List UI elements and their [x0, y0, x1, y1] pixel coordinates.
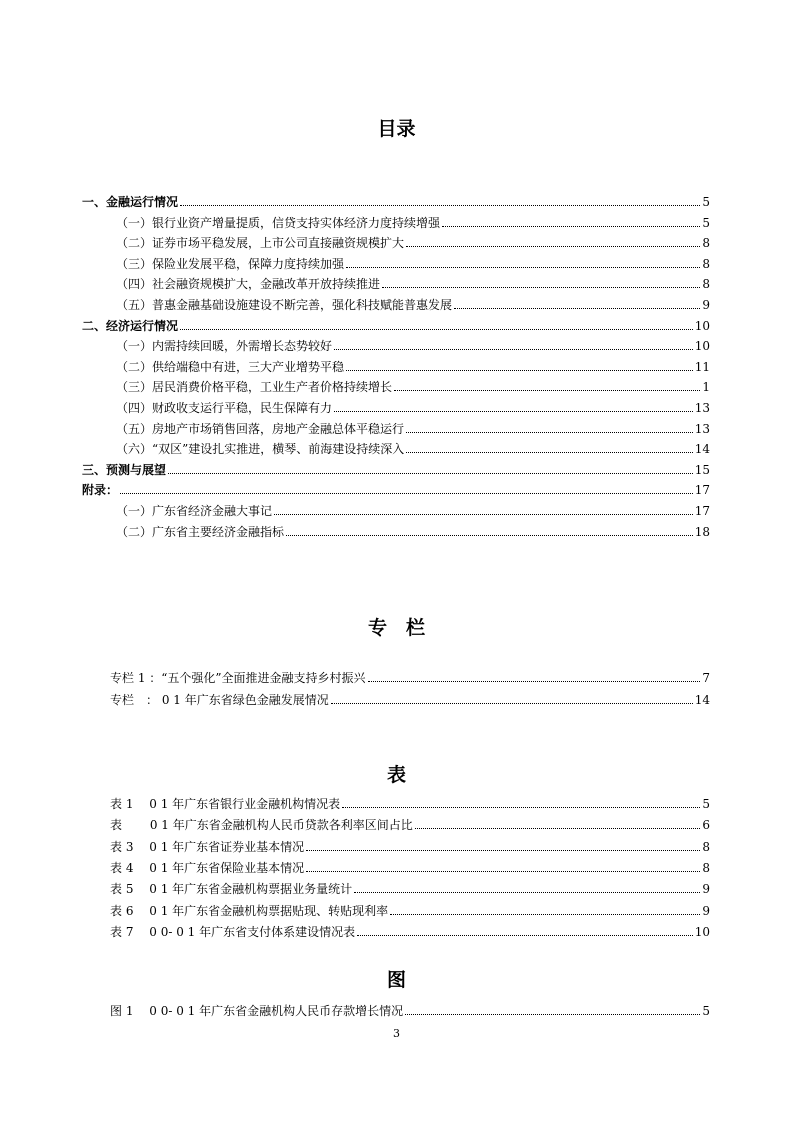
toc-entry[interactable]: [116, 416, 710, 436]
entry-page-number: 5: [702, 215, 710, 230]
tables-entry[interactable]: [110, 791, 710, 811]
entry-title: （三）保险业发展平稳，保障力度持续加强: [116, 256, 345, 271]
dot-leader: [354, 892, 700, 893]
dot-leader: [342, 807, 700, 808]
toc-entry[interactable]: [82, 189, 710, 209]
dot-leader: [368, 681, 701, 682]
toc-heading: 目录: [377, 118, 416, 140]
dot-leader: [406, 432, 693, 433]
toc-entry[interactable]: [82, 313, 710, 333]
toc-entry[interactable]: [116, 292, 710, 312]
entry-title: （二）证券市场平稳发展，上市公司直接融资规模扩大: [116, 236, 405, 251]
entry-title: （四）社会融资规模扩大，金融改革开放持续推进: [116, 277, 381, 292]
page-number: 3: [393, 1027, 400, 1040]
toc-entry[interactable]: [116, 210, 710, 230]
columns-heading: 专 栏: [367, 617, 425, 639]
toc-entry[interactable]: [116, 251, 710, 271]
entry-title: 表 5 0 1 年广东省金融机构票据业务量统计: [110, 882, 353, 897]
figures-heading: 图: [386, 969, 406, 991]
figures-entry[interactable]: [110, 998, 710, 1018]
entry-page-number: 9: [702, 882, 710, 897]
entry-title: 专栏 ： 0 1 年广东省绿色金融发展情况: [110, 693, 329, 707]
dot-leader: [334, 349, 693, 350]
entry-title: （二）广东省主要经济金融指标: [116, 524, 285, 539]
entry-page-number: 8: [702, 839, 710, 854]
entry-page-number: 8: [702, 256, 710, 271]
entry-title: （三）居民消费价格平稳，工业生产者价格持续增长: [116, 380, 393, 395]
toc-entry[interactable]: [116, 333, 710, 353]
toc-entry[interactable]: [116, 519, 710, 539]
entry-page-number: 8: [702, 236, 710, 251]
entry-title: 图 1 0 0- 0 1 年广东省金融机构人民币存款增长情况: [110, 1004, 404, 1018]
toc-entry[interactable]: [116, 374, 710, 394]
entry-title: （二）供给端稳中有进，三大产业增势平稳: [116, 359, 345, 374]
dot-leader: [306, 850, 700, 851]
entry-page-number: 9: [702, 298, 710, 312]
entry-title: （五）普惠金融基础设施建设不断完善，强化科技赋能普惠发展: [116, 298, 453, 312]
entry-page-number: 18: [694, 524, 710, 539]
entry-title: （一）银行业资产增量提质，信贷支持实体经济力度持续增强: [116, 215, 441, 230]
dot-leader: [454, 308, 700, 309]
entry-page-number: 17: [694, 504, 710, 518]
tables-entry[interactable]: [110, 812, 710, 832]
dot-leader: [346, 267, 700, 268]
entry-page-number: 5: [702, 195, 710, 209]
dot-leader: [274, 514, 693, 515]
entry-page-number: 8: [702, 860, 710, 875]
tables-entry[interactable]: [110, 855, 710, 875]
entry-title: 表 1 0 1 年广东省银行业金融机构情况表: [110, 797, 341, 811]
dot-leader: [180, 205, 700, 206]
entry-title: 二、经济运行情况: [82, 318, 179, 333]
entry-page-number: 13: [694, 401, 710, 415]
entry-title: （五）房地产市场销售回落，房地产金融总体平稳运行: [116, 421, 405, 436]
entry-title: 三、预测与展望: [82, 462, 167, 477]
tables-entry[interactable]: [110, 919, 710, 939]
toc-entry[interactable]: [116, 354, 710, 374]
entry-page-number: 10: [694, 339, 710, 354]
tables-heading: 表: [386, 764, 406, 786]
entry-title: （六）“双区”建设扎实推进，横琴、前海建设持续深入: [116, 442, 405, 457]
entry-page-number: 14: [694, 442, 710, 457]
dot-leader: [120, 493, 693, 494]
toc-entry[interactable]: [82, 457, 710, 477]
entry-title: 表 6 0 1 年广东省金融机构票据贴现、转贴现利率: [110, 903, 389, 918]
dot-leader: [406, 452, 692, 453]
dot-leader: [415, 828, 701, 829]
toc-entry[interactable]: [116, 271, 710, 291]
dot-leader: [334, 411, 693, 412]
entry-title: （一）广东省经济金融大事记: [116, 504, 273, 518]
dot-leader: [357, 935, 693, 936]
entry-page-number: 8: [702, 277, 710, 292]
entry-title: （一）内需持续回暖，外需增长态势较好: [116, 339, 333, 354]
entry-page-number: 1: [702, 380, 710, 395]
entry-title: 表 3 0 1 年广东省证券业基本情况: [110, 839, 305, 854]
dot-leader: [346, 370, 693, 371]
entry-page-number: 15: [694, 462, 710, 477]
entry-page-number: 17: [694, 483, 710, 498]
toc-entry[interactable]: [116, 498, 710, 518]
dot-leader: [306, 871, 700, 872]
dot-leader: [394, 390, 700, 391]
entry-title: 附录：: [82, 483, 119, 498]
entry-page-number: 5: [702, 1004, 710, 1018]
tables-entry[interactable]: [110, 898, 710, 918]
entry-title: 表 4 0 1 年广东省保险业基本情况: [110, 860, 305, 875]
entry-title: 专栏 1 ：“五个强化”全面推进金融支持乡村振兴: [110, 671, 366, 685]
dot-leader: [442, 226, 700, 227]
entry-page-number: 9: [702, 903, 710, 918]
entry-title: 表 0 1 年广东省金融机构人民币贷款各利率区间占比: [110, 818, 413, 833]
entry-title: （四）财政收支运行平稳，民生保障有力: [116, 401, 333, 415]
dot-leader: [180, 329, 693, 330]
entry-page-number: 5: [702, 797, 710, 811]
entry-page-number: 14: [694, 693, 710, 707]
columns-entry[interactable]: [110, 665, 710, 685]
columns-entry[interactable]: [110, 687, 710, 707]
dot-leader: [331, 703, 693, 704]
toc-entry[interactable]: [82, 477, 710, 497]
tables-entry[interactable]: [110, 834, 710, 854]
dot-leader: [168, 473, 693, 474]
entry-title: 一、金融运行情况: [82, 195, 179, 209]
tables-entry[interactable]: [110, 876, 710, 896]
entry-page-number: 10: [694, 924, 710, 939]
toc-entry[interactable]: [116, 230, 710, 250]
entry-page-number: 10: [694, 318, 710, 333]
dot-leader: [390, 914, 700, 915]
entry-page-number: 11: [694, 359, 710, 374]
entry-page-number: 7: [702, 671, 710, 685]
entry-page-number: 13: [694, 421, 710, 436]
entry-title: 表 7 0 0- 0 1 年广东省支付体系建设情况表: [110, 924, 356, 939]
dot-leader: [405, 1014, 700, 1015]
entry-page-number: 6: [702, 818, 710, 833]
dot-leader: [406, 246, 700, 247]
toc-entry[interactable]: [116, 395, 710, 415]
toc-entry[interactable]: [116, 436, 710, 456]
dot-leader: [382, 287, 700, 288]
dot-leader: [286, 535, 693, 536]
